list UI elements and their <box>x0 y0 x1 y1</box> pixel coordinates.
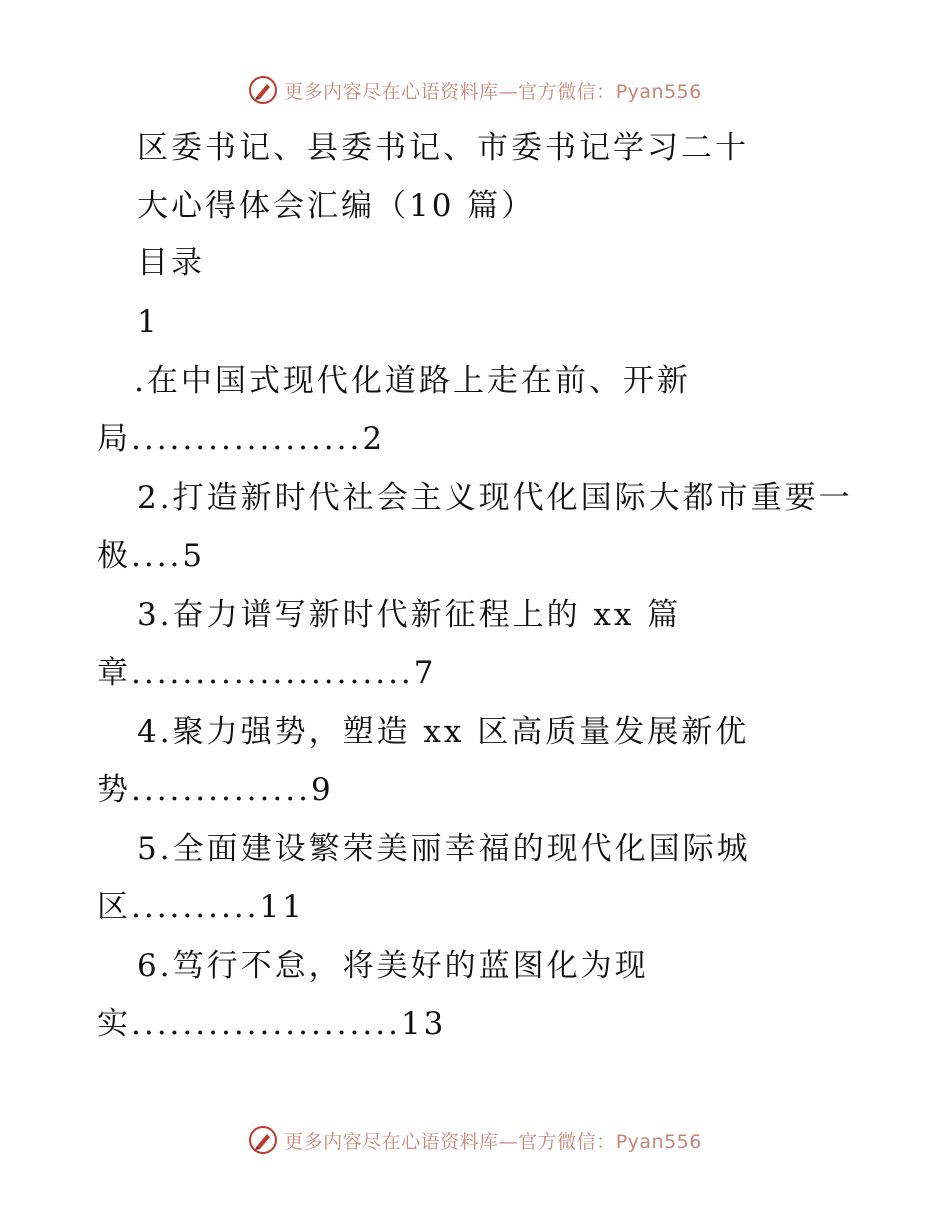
toc-item-2 <box>137 478 853 518</box>
toc-item-5-leader <box>97 887 305 927</box>
toc-item-1-text: .在中国式现代化道路上走在前、开新 <box>134 363 691 399</box>
watermark-banner-bottom <box>0 1120 950 1160</box>
toc-item-4-leader <box>97 770 334 810</box>
watermark-wechat-id: Pyan556 <box>615 1130 702 1153</box>
toc-item-4-text: 聚力强势，塑造 xx 区高质量发展新优 <box>172 714 750 750</box>
document-title-line-1: 区委书记、县委书记、市委书记学习二十 <box>137 130 749 166</box>
toc-item-5 <box>137 829 751 869</box>
document-title-line-2: 大心得体会汇编（10 篇） <box>137 188 536 224</box>
toc-item-4-page: 9 <box>310 772 334 808</box>
toc-item-3-number: 3. <box>137 597 173 633</box>
toc-item-6-text: 笃行不怠，将美好的蓝图化为现 <box>172 948 649 984</box>
watermark-text <box>284 77 702 104</box>
toc-item-2-text: 打造新时代社会主义现代化国际大都市重要一 <box>172 480 853 516</box>
toc-item-2-dots: .... <box>131 538 183 574</box>
watermark-official-label: 官方微信： <box>518 1130 616 1153</box>
toc-item-1-dots: .................. <box>131 421 363 457</box>
toc-item-6-dots: ..................... <box>131 1006 401 1042</box>
watermark-text <box>284 1127 702 1154</box>
toc-item-2-page: 5 <box>182 538 206 574</box>
toc-item-1-tail: 局 <box>97 421 131 457</box>
toc-item-3-dots: ...................... <box>131 655 414 691</box>
toc-item-6-number: 6. <box>137 948 173 984</box>
toc-item-5-page: 11 <box>259 889 305 925</box>
toc-item-6 <box>137 946 649 986</box>
toc-heading: 目录 <box>137 245 205 281</box>
watermark-dash: — <box>498 80 519 103</box>
watermark-official-label: 官方微信： <box>518 80 616 103</box>
fountain-pen-logo-icon <box>248 75 278 105</box>
watermark-cn-text: 更多内容尽在心语资料库 <box>284 1130 499 1153</box>
toc-item-3-text: 奋力谱写新时代新征程上的 xx 篇 <box>172 597 682 633</box>
toc-item-4-dots: .............. <box>131 772 311 808</box>
toc-item-1-page: 2 <box>362 421 386 457</box>
toc-item-2-tail: 极 <box>97 538 131 574</box>
toc-item-5-tail: 区 <box>97 889 131 925</box>
toc-item-1-number: 1 <box>137 304 160 340</box>
watermark-cn-text: 更多内容尽在心语资料库 <box>284 80 499 103</box>
toc-item-6-tail: 实 <box>97 1006 131 1042</box>
toc-item-4-number: 4. <box>137 714 173 750</box>
toc-item-2-number: 2. <box>137 480 173 516</box>
toc-item-5-number: 5. <box>137 831 173 867</box>
toc-item-3-leader <box>97 653 437 693</box>
toc-item-3-tail: 章 <box>97 655 131 691</box>
watermark-wechat-id: Pyan556 <box>615 80 702 103</box>
toc-item-4 <box>137 712 749 752</box>
toc-item-1-leader <box>97 419 385 459</box>
toc-item-5-text: 全面建设繁荣美丽幸福的现代化国际城 <box>172 831 751 867</box>
toc-item-2-leader <box>97 536 205 576</box>
watermark-banner-top <box>0 70 950 110</box>
toc-item-6-leader <box>97 1004 446 1044</box>
watermark-dash: — <box>498 1130 519 1153</box>
toc-item-6-page: 13 <box>400 1006 447 1042</box>
toc-item-3-page: 7 <box>413 655 437 691</box>
fountain-pen-logo-icon <box>248 1125 278 1155</box>
toc-item-4-tail: 势 <box>97 772 131 808</box>
toc-item-3 <box>137 595 681 635</box>
toc-item-5-dots: .......... <box>131 889 260 925</box>
